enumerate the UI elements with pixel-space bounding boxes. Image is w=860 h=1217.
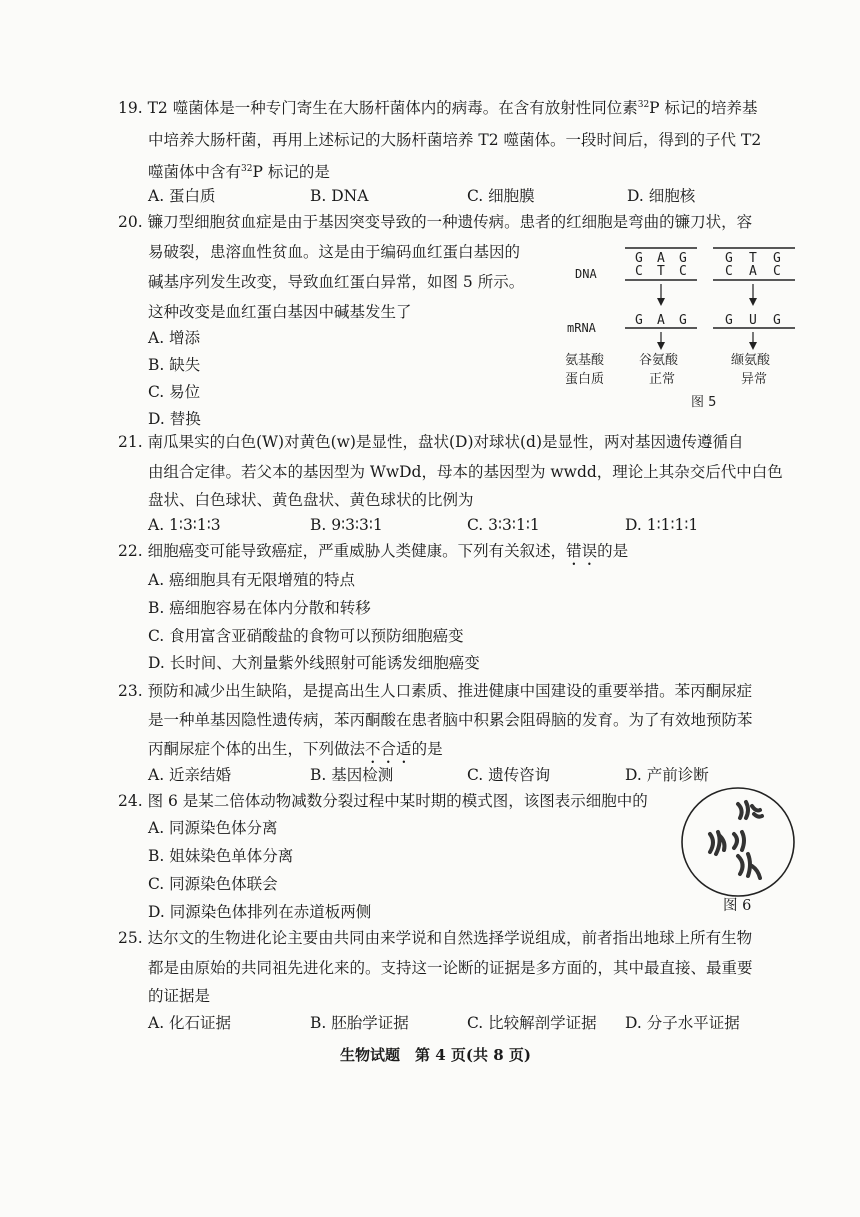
q20-stem-line-3: 碱基序列发生改变，导致血红蛋白异常，如图 5 所示。 <box>148 273 525 291</box>
normal-top-1: G <box>635 251 643 266</box>
q23-option-a[interactable]: A. 近亲结婚 <box>148 766 232 784</box>
normal-bottom-1: C <box>635 264 643 279</box>
normal-top-3: G <box>679 251 687 266</box>
q21-option-a[interactable]: A. 1∶3∶1∶3 <box>148 516 221 534</box>
q22-option-a[interactable]: A. 癌细胞具有无限增殖的特点 <box>148 571 356 589</box>
q19-stem-line-3: 噬菌体中含有$^{32}$P 标记的是 <box>148 163 330 181</box>
q20-option-b[interactable]: B. 缺失 <box>148 356 201 374</box>
q21-option-d[interactable]: D. 1∶1∶1∶1 <box>625 516 699 534</box>
q23-stem-line-1: 23. 预防和减少出生缺陷，是提高出生人口素质、推进健康中国建设的重要举措。苯丙酮尿症 <box>118 682 753 700</box>
figure-6-cell-diagram <box>676 784 800 904</box>
q22-stem: 22. 细胞癌变可能导致癌症，严重威胁人类健康。下列有关叙述，错误的是 <box>118 542 629 560</box>
q20-stem-line-4: 这种改变是血红蛋白基因中碱基发生了 <box>148 303 412 321</box>
q20-stem-line-1: 20. 镰刀型细胞贫血症是由于基因突变导致的一种遗传病。患者的红细胞是弯曲的镰刀状，容 <box>118 213 753 231</box>
q23-option-c[interactable]: C. 遗传咨询 <box>467 766 551 784</box>
q20-option-a[interactable]: A. 增添 <box>148 329 201 347</box>
abnormal-top-1: G <box>725 251 733 266</box>
normal-bottom-3: C <box>679 264 687 279</box>
q19-option-b[interactable]: B. DNA <box>310 187 369 205</box>
q21-option-c[interactable]: C. 3∶3∶1∶1 <box>467 516 540 534</box>
abnormal-bottom-1: C <box>725 264 733 279</box>
q22-option-b[interactable]: B. 癌细胞容易在体内分散和转移 <box>148 599 371 617</box>
q20-option-d[interactable]: D. 替换 <box>148 410 201 428</box>
q23-stem-line-3: 丙酮尿症个体的出生，下列做法不合适的是 <box>148 740 443 758</box>
abnormal-mrna-1: G <box>725 313 733 328</box>
normal-mrna-1: G <box>635 313 643 328</box>
mrna-label: mRNA <box>567 321 596 335</box>
q24-option-d[interactable]: D. 同源染色体排列在赤道板两侧 <box>148 903 372 921</box>
q25-stem-line-2: 都是由原始的共同祖先进化来的。支持这一论断的证据是多方面的，其中最直接、最重要 <box>148 959 753 977</box>
q25-option-c[interactable]: C. 比较解剖学证据 <box>467 1014 597 1032</box>
q21-stem-line-3: 盘状、白色球状、黄色盘状、黄色球状的比例为 <box>148 491 474 509</box>
abnormal-top-3: G <box>773 251 781 266</box>
normal-state: 正常 <box>649 372 676 387</box>
dna-label: DNA <box>575 267 597 281</box>
q25-option-d[interactable]: D. 分子水平证据 <box>625 1014 740 1032</box>
normal-bottom-2: T <box>657 264 665 279</box>
q19-stem-line-1: 19. T2 噬菌体是一种专门寄生在大肠杆菌体内的病毒。在含有放射性同位素$^{32}$P 标记的培养基 <box>118 99 758 117</box>
q19-option-d[interactable]: D. 细胞核 <box>627 187 696 205</box>
q25-stem-line-1: 25. 达尔文的生物进化论主要由共同由来学说和自然选择学说组成，前者指出地球上所有生物 <box>118 929 753 947</box>
q23-option-b[interactable]: B. 基因检测 <box>310 766 394 784</box>
q20-stem-line-2: 易破裂，患溶血性贫血。这是由于编码血红蛋白基因的 <box>148 243 521 261</box>
q23-stem-line-2: 是一种单基因隐性遗传病，苯丙酮酸在患者脑中积累会阻碍脑的发育。为了有效地预防苯 <box>148 711 753 729</box>
normal-top-2: A <box>657 251 665 266</box>
abnormal-state: 异常 <box>741 372 768 387</box>
q24-stem: 24. 图 6 是某二倍体动物减数分裂过程中某时期的模式图，该图表示细胞中的 <box>118 792 648 810</box>
q25-stem-line-3: 的证据是 <box>148 987 211 1005</box>
q19-option-c[interactable]: C. 细胞膜 <box>467 187 535 205</box>
q24-option-b[interactable]: B. 姐妹染色单体分离 <box>148 847 294 865</box>
normal-mrna-3: G <box>679 313 687 328</box>
abnormal-aa: 缬氨酸 <box>731 353 771 368</box>
q23-option-d[interactable]: D. 产前诊断 <box>625 766 709 784</box>
q22-option-d[interactable]: D. 长时间、大剂量紫外线照射可能诱发细胞癌变 <box>148 654 480 672</box>
q20-option-c[interactable]: C. 易位 <box>148 383 201 401</box>
abnormal-top-2: T <box>749 251 757 266</box>
q21-stem-line-2: 由组合定律。若父本的基因型为 WwDd，母本的基因型为 wwdd，理论上其杂交后代中白色 <box>148 463 783 481</box>
q25-option-a[interactable]: A. 化石证据 <box>148 1014 232 1032</box>
abnormal-bottom-2: A <box>749 264 757 279</box>
abnormal-mrna-2: U <box>749 313 757 328</box>
figure-6-caption: 图 6 <box>723 898 752 914</box>
q21-option-b[interactable]: B. 9∶3∶3∶1 <box>310 516 383 534</box>
q24-option-c[interactable]: C. 同源染色体联会 <box>148 875 278 893</box>
q25-option-b[interactable]: B. 胚胎学证据 <box>310 1014 409 1032</box>
figure-5-gene-mutation-diagram <box>565 240 805 412</box>
aa-label-line-2: 蛋白质 <box>565 372 605 387</box>
normal-mrna-2: A <box>657 313 665 328</box>
normal-aa: 谷氨酸 <box>639 353 679 368</box>
q21-stem-line-1: 21. 南瓜果实的白色(W)对黄色(w)是显性，盘状(D)对球状(d)是显性，两对基因遗传遵循自 <box>118 433 744 451</box>
figure-5-caption: 图 5 <box>691 395 717 410</box>
q22-option-c[interactable]: C. 食用富含亚硝酸盐的食物可以预防细胞癌变 <box>148 627 464 645</box>
q19-option-a[interactable]: A. 蛋白质 <box>148 187 216 205</box>
abnormal-bottom-3: C <box>773 264 781 279</box>
abnormal-mrna-3: G <box>773 313 781 328</box>
aa-label-line-1: 氨基酸 <box>565 353 605 368</box>
q19-stem-line-2: 中培养大肠杆菌，再用上述标记的大肠杆菌培养 T2 噬菌体。一段时间后，得到的子代 T2 <box>148 131 762 149</box>
page-footer: 生物试题 第 4 页(共 8 页) <box>340 1046 531 1064</box>
q24-option-a[interactable]: A. 同源染色体分离 <box>148 819 278 837</box>
